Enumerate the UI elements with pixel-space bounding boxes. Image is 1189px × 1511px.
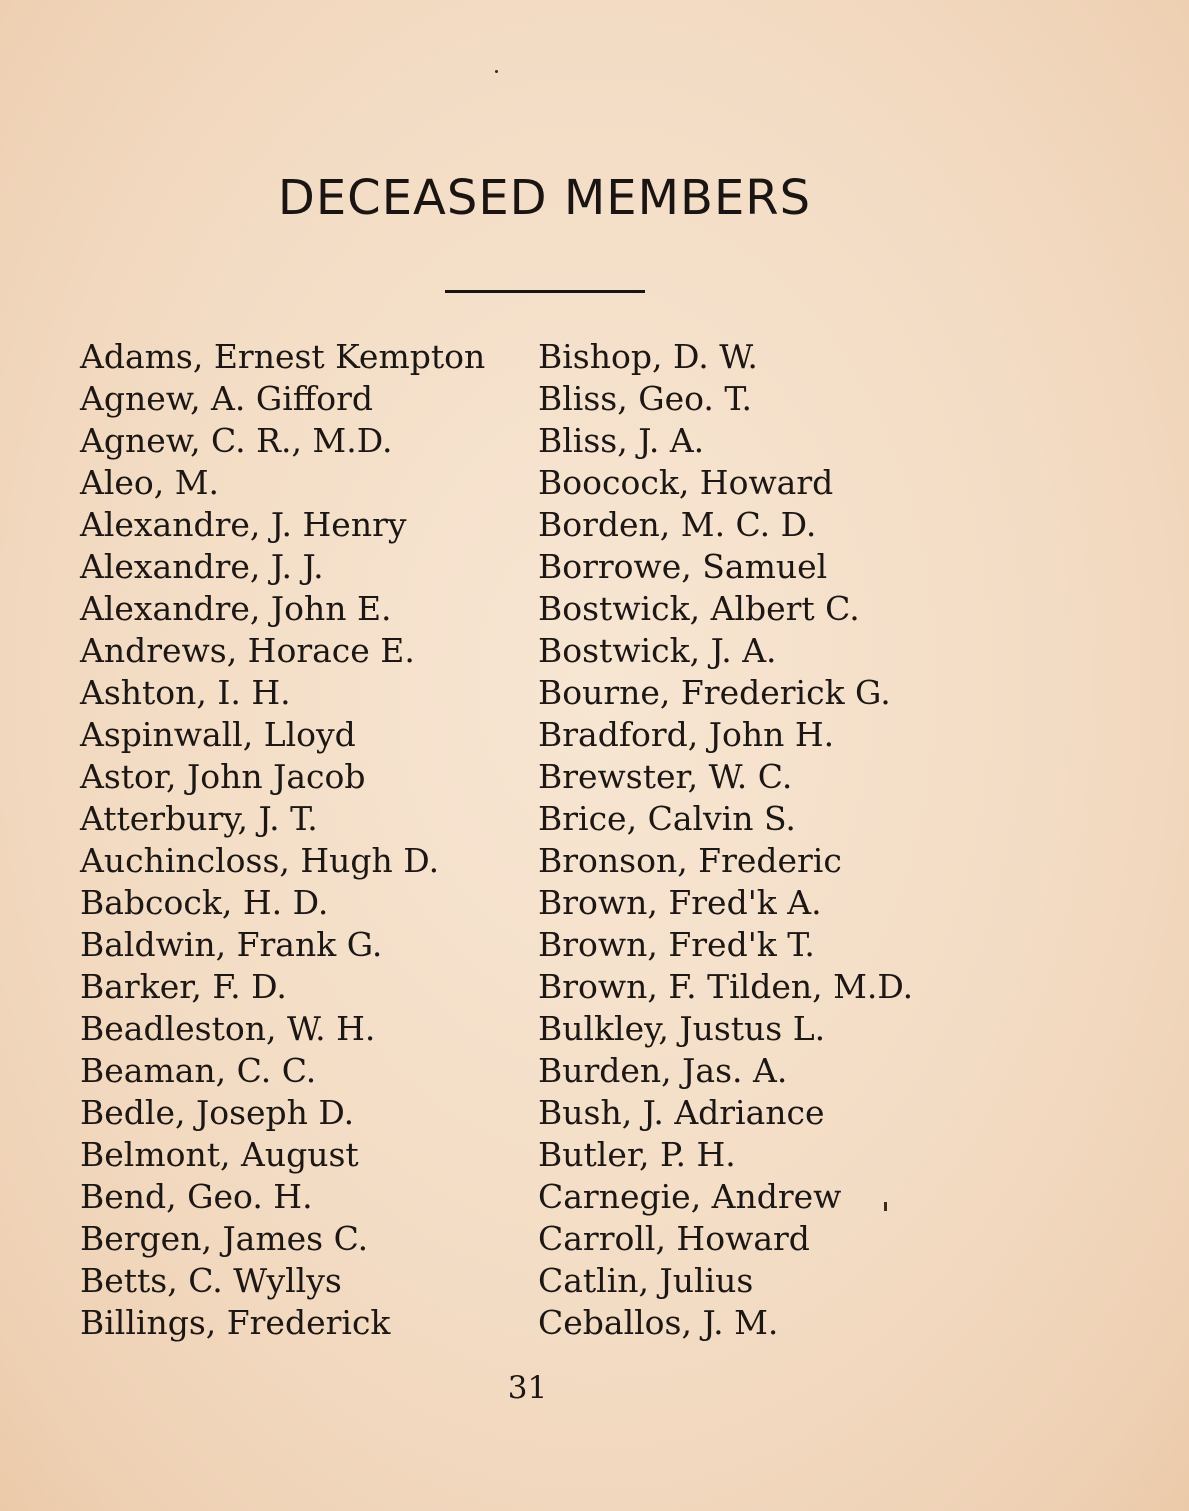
member-name: Adams, Ernest Kempton: [80, 337, 486, 376]
member-name: Brice, Calvin S.: [538, 799, 796, 838]
member-name: Bradford, John H.: [538, 715, 835, 754]
member-name: Carroll, Howard: [538, 1219, 810, 1258]
member-name: Borden, M. C. D.: [538, 505, 817, 544]
member-name: Bronson, Frederic: [538, 841, 842, 880]
member-name: Bostwick, J. A.: [538, 631, 777, 670]
ink-mark: [884, 1202, 887, 1211]
member-name: Babcock, H. D.: [80, 883, 329, 922]
member-name: Andrews, Horace E.: [80, 631, 415, 670]
member-name: Ceballos, J. M.: [538, 1303, 779, 1342]
member-name: Bourne, Frederick G.: [538, 673, 891, 712]
member-name: Brown, Fred'k A.: [538, 883, 822, 922]
member-name: Brewster, W. C.: [538, 757, 793, 796]
ink-speck: [495, 70, 498, 73]
member-name: Catlin, Julius: [538, 1261, 754, 1300]
member-name: Billings, Frederick: [80, 1303, 391, 1342]
member-name: Butler, P. H.: [538, 1135, 736, 1174]
member-name: Bliss, Geo. T.: [538, 379, 753, 418]
member-name: Alexandre, J. Henry: [80, 505, 407, 544]
member-name: Bulkley, Justus L.: [538, 1009, 826, 1048]
member-name: Beadleston, W. H.: [80, 1009, 376, 1048]
member-name: Auchincloss, Hugh D.: [80, 841, 440, 880]
member-name: Brown, Fred'k T.: [538, 925, 815, 964]
member-name: Ashton, I. H.: [80, 673, 291, 712]
member-name: Bush, J. Adriance: [538, 1093, 825, 1132]
member-name: Agnew, C. R., M.D.: [80, 421, 393, 460]
member-name: Bedle, Joseph D.: [80, 1093, 355, 1132]
member-name: Barker, F. D.: [80, 967, 287, 1006]
right-name-column: [538, 336, 913, 1344]
member-name: Bergen, James C.: [80, 1219, 369, 1258]
member-name: Borrowe, Samuel: [538, 547, 828, 586]
member-name: Belmont, August: [80, 1135, 359, 1174]
title-divider: [445, 290, 645, 293]
member-name: Bostwick, Albert C.: [538, 589, 860, 628]
member-name: Bishop, D. W.: [538, 337, 758, 376]
member-name: Burden, Jas. A.: [538, 1051, 788, 1090]
member-name: Aleo, M.: [80, 463, 220, 502]
member-name: Bend, Geo. H.: [80, 1177, 313, 1216]
member-name: Beaman, C. C.: [80, 1051, 317, 1090]
member-name: Betts, C. Wyllys: [80, 1261, 342, 1300]
member-name: Brown, F. Tilden, M.D.: [538, 967, 914, 1006]
member-name: Astor, John Jacob: [80, 757, 366, 796]
member-name: Baldwin, Frank G.: [80, 925, 383, 964]
member-name: Alexandre, J. J.: [80, 547, 324, 586]
member-name: Agnew, A. Gifford: [80, 379, 373, 418]
member-name: Boocock, Howard: [538, 463, 834, 502]
member-name: Bliss, J. A.: [538, 421, 705, 460]
member-name: Atterbury, J. T.: [80, 799, 318, 838]
page-title: DECEASED MEMBERS: [277, 170, 812, 226]
left-name-column: [80, 336, 485, 1344]
member-name: Aspinwall, Lloyd: [80, 715, 356, 754]
member-name: Alexandre, John E.: [80, 589, 392, 628]
member-name: Carnegie, Andrew: [538, 1177, 842, 1216]
page-number: 31: [507, 1370, 548, 1406]
